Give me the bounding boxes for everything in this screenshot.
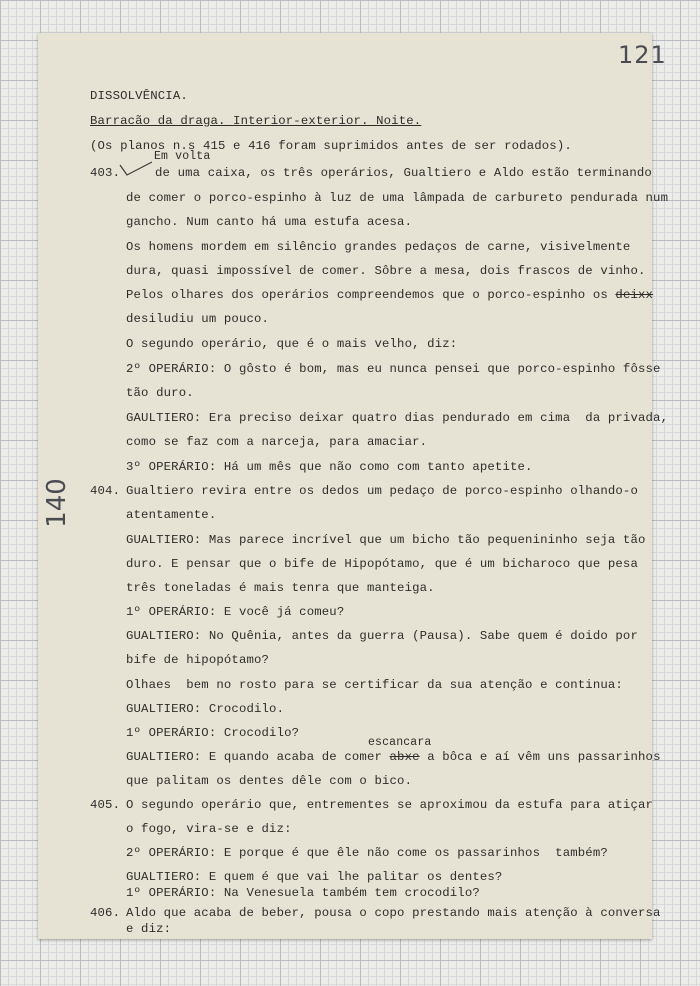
p404-line-3: GUALTIERO: Mas parece incrível que um bicho tão pequenininho seja tão [126, 533, 646, 547]
p404-line-7: GUALTIERO: No Quênia, antes da guerra (Pausa). Sabe quem é doido por [126, 629, 638, 643]
p403-line-3: gancho. Num canto há uma estufa acesa. [126, 215, 413, 229]
p404-line-10: GUALTIERO: Crocodilo. [126, 702, 285, 716]
note: (Os planos n.s 415 e 416 foram suprimidos antes de ser rodados). [90, 139, 572, 153]
p403-line-12: como se faz com a narceja, para amaciar. [126, 435, 428, 449]
p403-line-8: O segundo operário, que é o mais velho, diz: [126, 337, 458, 351]
p403-line-6 [126, 288, 653, 302]
p404-line-8: bife de hipopótamo? [126, 653, 270, 667]
p404-line-13: que palitam os dentes dêle com o bico. [126, 774, 413, 788]
insertion-caret-icon [118, 161, 154, 177]
p403-line-6-text: Pelos olhares dos operários compreendemos que o porco-espinho os [126, 288, 608, 302]
insertion-em-volta: Em volta [154, 150, 211, 163]
p403-line-1: de uma caixa, os três operários, Gualtiero e Aldo estão terminando [155, 166, 652, 180]
p405-number: 405. [90, 798, 121, 812]
scene-title: Barracão da draga. Interior-exterior. Noite. [90, 114, 422, 128]
heading: DISSOLVÊNCIA. [90, 89, 188, 103]
p404-line-12 [126, 750, 661, 764]
p404-line-12-start: GUALTIERO: E quando acaba de comer [126, 750, 382, 764]
p405-line-4: GUALTIERO: E quem é que vai lhe palitar os dentes? [126, 870, 503, 884]
p403-line-5: dura, quasi impossível de comer. Sôbre a mesa, dois frascos de vinho. [126, 264, 646, 278]
p405-line-5: 1º OPERÁRIO: Na Venesuela também tem crocodilo? [126, 886, 480, 900]
p406-number: 406. [90, 906, 121, 920]
p403-line-10: tão duro. [126, 386, 194, 400]
typed-page [38, 33, 669, 939]
p405-line-1: O segundo operário que, entrementes se aproximou da estufa para atiçar [126, 798, 654, 812]
p406-line-2: e diz: [126, 922, 172, 936]
p404-line-12-end: a bôca e aí vêm uns passarinhos [427, 750, 661, 764]
p404-line-2: atentamente. [126, 508, 217, 522]
p403-number: 403. [90, 166, 121, 180]
p404-struck-word: abxe [389, 750, 420, 764]
p405-line-2: o fogo, vira-se e diz: [126, 822, 292, 836]
p404-number: 404. [90, 484, 121, 498]
p403-line-11: GAULTIERO: Era preciso deixar quatro dias pendurado em cima da privada, [126, 411, 669, 425]
margin-number-handwritten: 140 [41, 478, 72, 528]
p404-line-4: duro. E pensar que o bife de Hipopótamo, que é um bicharoco que pesa [126, 557, 638, 571]
p403-struck-word: deixx [615, 288, 654, 302]
p404-line-11: 1º OPERÁRIO: Crocodilo? [126, 726, 300, 740]
p404-line-5: três toneladas é mais tenra que manteiga. [126, 581, 435, 595]
p403-line-7: desiludiu um pouco. [126, 312, 270, 326]
p403-line-2: de comer o porco-espinho à luz de uma lâmpada de carbureto pendurada num [126, 191, 669, 205]
page-number-handwritten: 121 [618, 41, 667, 69]
p403-line-4: Os homens mordem em silêncio grandes pedaços de carne, visivelmente [126, 240, 631, 254]
p404-line-6: 1º OPERÁRIO: E você já comeu? [126, 605, 345, 619]
insertion-escancara: escancara [368, 736, 432, 749]
p404-line-1: Gualtiero revira entre os dedos um pedaço de porco-espinho olhando-o [126, 484, 638, 498]
p404-line-9: Olhaes bem no rosto para se certificar da sua atenção e continua: [126, 678, 623, 692]
p406-line-1: Aldo que acaba de beber, pousa o copo prestando mais atenção à conversa [126, 906, 661, 920]
p405-line-3: 2º OPERÁRIO: E porque é que êle não come os passarinhos também? [126, 846, 608, 860]
p403-line-9: 2º OPERÁRIO: O gôsto é bom, mas eu nunca pensei que porco-espinho fôsse [126, 362, 661, 376]
p403-line-13: 3º OPERÁRIO: Há um mês que não como com tanto apetite. [126, 460, 533, 474]
